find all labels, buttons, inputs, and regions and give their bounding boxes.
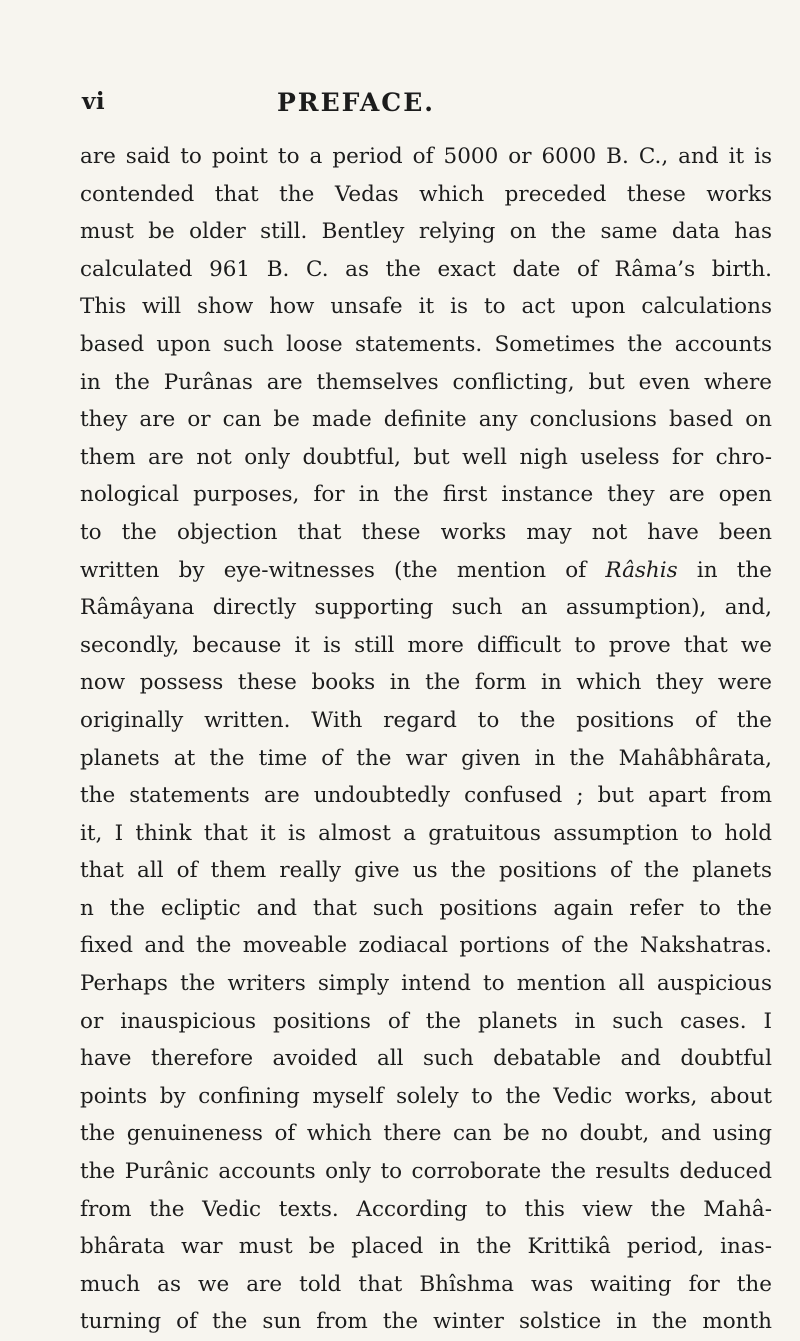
text-line: bhârata war must be placed in the Krittikâ period, inas- (80, 1234, 772, 1260)
text-line: now possess these books in the form in which they were (80, 670, 772, 696)
text-line: it, I think that it is almost a gratuitous assumption to hold (80, 820, 772, 846)
text-line: or inauspicious positions of the planets in such cases. I (80, 1008, 772, 1034)
text-line: have therefore avoided all such debatable and doubtful (80, 1046, 772, 1072)
body-text (80, 138, 772, 1341)
text-line: the genuineness of which there can be no doubt, and using (80, 1121, 772, 1147)
page-number: vi (82, 88, 106, 115)
text-line: in the Purânas are themselves conflicting, but even where (80, 369, 772, 395)
text-line: Râmâyana directly supporting such an assumption), and, (80, 595, 772, 621)
italic-term: Râshis (605, 557, 678, 583)
text-line: originally written. With regard to the positions of the (80, 707, 772, 733)
text-line: This will show how unsafe it is to act upon calculations (80, 294, 772, 320)
page-header (82, 88, 754, 122)
text-line: Perhaps the writers simply intend to mention all auspicious (80, 971, 772, 997)
text-line: contended that the Vedas which preceded these works (80, 181, 772, 207)
text-line: to the objection that these works may not have been (80, 519, 772, 545)
text-line: planets at the time of the war given in the Mahâbhârata, (80, 745, 772, 771)
text-line: nological purposes, for in the first instance they are open (80, 482, 772, 508)
text-line: they are or can be made definite any conclusions based on (80, 407, 772, 433)
text-line: that all of them really give us the positions of the planets (80, 858, 772, 884)
running-head: PREFACE. (277, 88, 435, 117)
text-line: written by eye-witnesses (the mention of Râshis in the (80, 557, 772, 583)
text-line: turning of the sun from the winter solstice in the month (80, 1309, 772, 1335)
text-line: fixed and the moveable zodiacal portions of the Nakshatras. (80, 933, 772, 959)
text-line: them are not only doubtful, but well nigh useless for chro- (80, 444, 772, 470)
text-line: are said to point to a period of 5000 or 6000 B. C., and it is (80, 144, 772, 169)
text-line: much as we are told that Bhîshma was waiting for the (80, 1271, 772, 1297)
text-line: from the Vedic texts. According to this view the Mahâ- (80, 1196, 772, 1222)
text-line: based upon such loose statements. Sometimes the accounts (80, 331, 772, 357)
text-line: the statements are undoubtedly confused ; but apart from (80, 783, 772, 809)
text-line: the Purânic accounts only to corroborate the results deduced (80, 1159, 772, 1185)
text-line: secondly, because it is still more difficult to prove that we (80, 632, 772, 658)
text-line: must be older still. Bentley relying on the same data has (80, 219, 772, 245)
text-line: n the ecliptic and that such positions again refer to the (80, 895, 772, 921)
text-line: points by confining myself solely to the Vedic works, about (80, 1083, 772, 1109)
text-line: calculated 961 B. C. as the exact date of Râma’s birth. (80, 256, 772, 282)
